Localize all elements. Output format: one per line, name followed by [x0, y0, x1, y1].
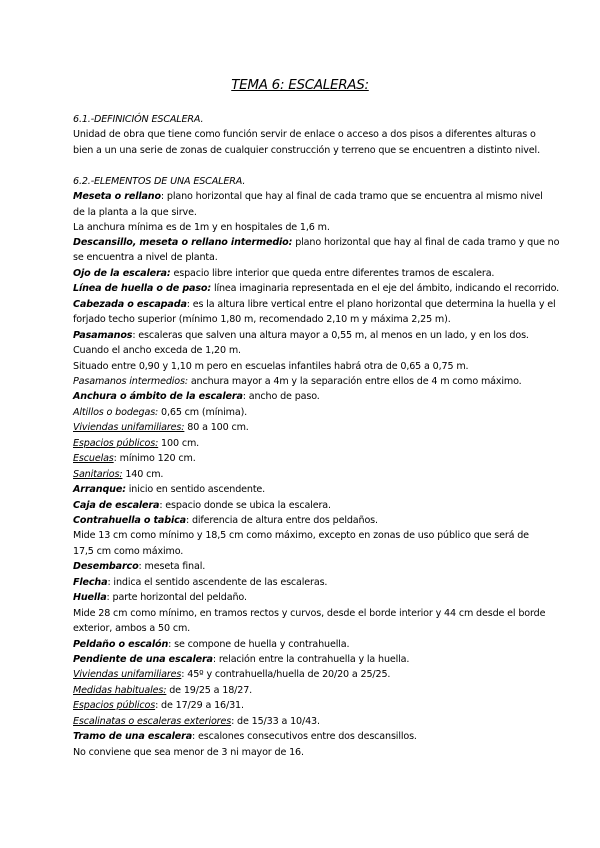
term-line — [73, 515, 378, 526]
paragraph-line: Cuando el ancho exceda de 1,20 m. — [73, 345, 241, 356]
term: Cabezada o escapada — [73, 299, 187, 310]
term-line — [73, 237, 559, 248]
term: Pasamanos intermedios: — [73, 376, 188, 387]
term-definition: : escaleras que salven una altura mayor a 0,55 m, al menos en un lado, y en los dos. — [132, 330, 529, 341]
term-definition: 100 cm. — [158, 438, 200, 449]
term: Altillos o bodegas: — [73, 407, 159, 418]
term-line — [73, 639, 349, 650]
term-line — [73, 407, 247, 418]
term-definition: : de 15/33 a 10/43. — [231, 716, 320, 727]
paragraph-line: de la planta a la que sirve. — [73, 207, 197, 218]
term-definition: 140 cm. — [122, 469, 164, 480]
term-line — [73, 669, 390, 680]
term: Sanitarios: — [73, 469, 123, 480]
term-line — [73, 391, 320, 402]
term-line — [73, 191, 543, 202]
term: Viviendas unifamiliares: — [73, 422, 185, 433]
paragraph-line: No conviene que sea menor de 3 ni mayor de 16. — [73, 747, 304, 758]
term-definition: : mínimo 120 cm. — [113, 453, 196, 464]
term: Desembarco — [73, 561, 139, 572]
term-definition: : diferencia de altura entre dos peldaños. — [185, 515, 378, 526]
term-definition: : meseta final. — [138, 561, 206, 572]
term: Escuelas — [73, 453, 114, 464]
term-line — [73, 500, 331, 511]
term-line — [73, 330, 529, 341]
term: Espacios públicos — [73, 700, 156, 711]
paragraph-line: se encuentra a nivel de planta. — [73, 252, 218, 263]
term-definition: : relación entre la contrahuella y la huella. — [212, 654, 410, 665]
term-definition: plano horizontal que hay al final de cada tramo y que no — [292, 237, 560, 248]
term: Flecha — [73, 577, 108, 588]
term-definition: : parte horizontal del peldaño. — [106, 592, 247, 603]
term: Caja de escalera — [73, 500, 160, 511]
term: Descansillo, meseta o rellano intermedio: — [73, 237, 293, 248]
term-definition: : espacio donde se ubica la escalera. — [159, 500, 331, 511]
term: Pasamanos — [73, 330, 133, 341]
term-line — [73, 283, 559, 294]
term: Anchura o ámbito de la escalera — [73, 391, 243, 402]
term-line — [73, 299, 556, 310]
term: Medidas habituales: — [73, 685, 167, 696]
paragraph-line: 17,5 cm como máximo. — [73, 546, 184, 557]
term-definition: de 19/25 a 18/27. — [166, 685, 253, 696]
term-line — [73, 453, 196, 464]
term-definition: línea imaginaria representada en el eje del ámbito, indicando el recorrido. — [211, 283, 560, 294]
term-line — [73, 484, 265, 495]
term: Escalinatas o escaleras exteriores — [73, 716, 232, 727]
term-definition: : ancho de paso. — [242, 391, 320, 402]
paragraph-line: Mide 13 cm como mínimo y 18,5 cm como máximo, excepto en zonas de uso público que será de — [73, 530, 529, 541]
paragraph-line: Unidad de obra que tiene como función servir de enlace o acceso a dos pisos a diferentes alturas o — [73, 129, 536, 140]
paragraph-line: La anchura mínima es de 1m y en hospitales de 1,6 m. — [73, 222, 330, 233]
term-line — [73, 716, 320, 727]
term-definition: : escalones consecutivos entre dos descansillos. — [192, 731, 417, 742]
term-definition: : plano horizontal que hay al final de cada tramo que se encuentra al mismo nivel — [160, 191, 543, 202]
term: Meseta o rellano — [73, 191, 161, 202]
section-heading: 6.2.-ELEMENTOS DE UNA ESCALERA. — [73, 176, 246, 187]
term-definition: inicio en sentido ascendente. — [125, 484, 266, 495]
term-line — [73, 685, 252, 696]
term-definition: : es la altura libre vertical entre el plano horizontal que determina la huella y el — [186, 299, 556, 310]
paragraph-line: Situado entre 0,90 y 1,10 m pero en escuelas infantiles habrá otra de 0,65 a 0,75 m. — [73, 361, 469, 372]
term-line — [73, 438, 199, 449]
term: Peldaño o escalón — [73, 639, 169, 650]
term: Línea de huella o de paso: — [73, 283, 212, 294]
term: Contrahuella o tabica — [73, 515, 186, 526]
term-line — [73, 561, 205, 572]
paragraph-line: bien a un una serie de zonas de cualquier construcción y terreno que se encuentren a distinto nivel. — [73, 145, 540, 156]
term-definition: espacio libre interior que queda entre diferentes tramos de escalera. — [170, 268, 495, 279]
term-line — [73, 376, 522, 387]
term-line — [73, 422, 249, 433]
term: Ojo de la escalera: — [73, 268, 171, 279]
term-definition: : se compone de huella y contrahuella. — [168, 639, 350, 650]
term: Pendiente de una escalera — [73, 654, 213, 665]
term-definition: 80 a 100 cm. — [184, 422, 249, 433]
paragraph-line: Mide 28 cm como mínimo, en tramos rectos y curvos, desde el borde interior y 44 cm desde el borde — [73, 608, 546, 619]
term-definition: 0,65 cm (mínima). — [158, 407, 248, 418]
term-line — [73, 268, 494, 279]
term-definition: : 45º y contrahuella/huella de 20/20 a 25/25. — [181, 669, 391, 680]
page-title: TEMA 6: ESCALERAS: — [231, 77, 369, 93]
term: Viviendas unifamiliares — [73, 669, 182, 680]
term-definition: : indica el sentido ascendente de las escaleras. — [107, 577, 328, 588]
term: Espacios públicos: — [73, 438, 159, 449]
term-definition: anchura mayor a 4m y la separación entre ellos de 4 m como máximo. — [187, 376, 522, 387]
section-heading: 6.1.-DEFINICIÓN ESCALERA. — [73, 114, 204, 125]
term-line — [73, 654, 409, 665]
term: Tramo de una escalera — [73, 731, 193, 742]
term-line — [73, 700, 244, 711]
term-definition: : de 17/29 a 16/31. — [155, 700, 244, 711]
paragraph-line: exterior, ambos a 50 cm. — [73, 623, 191, 634]
term-line — [73, 469, 163, 480]
term-line — [73, 577, 327, 588]
term: Arranque: — [73, 484, 126, 495]
term-line — [73, 592, 247, 603]
term: Huella — [73, 592, 107, 603]
term-line — [73, 731, 417, 742]
paragraph-line: forjado techo superior (mínimo 1,80 m, recomendado 2,10 m y máxima 2,25 m). — [73, 314, 451, 325]
